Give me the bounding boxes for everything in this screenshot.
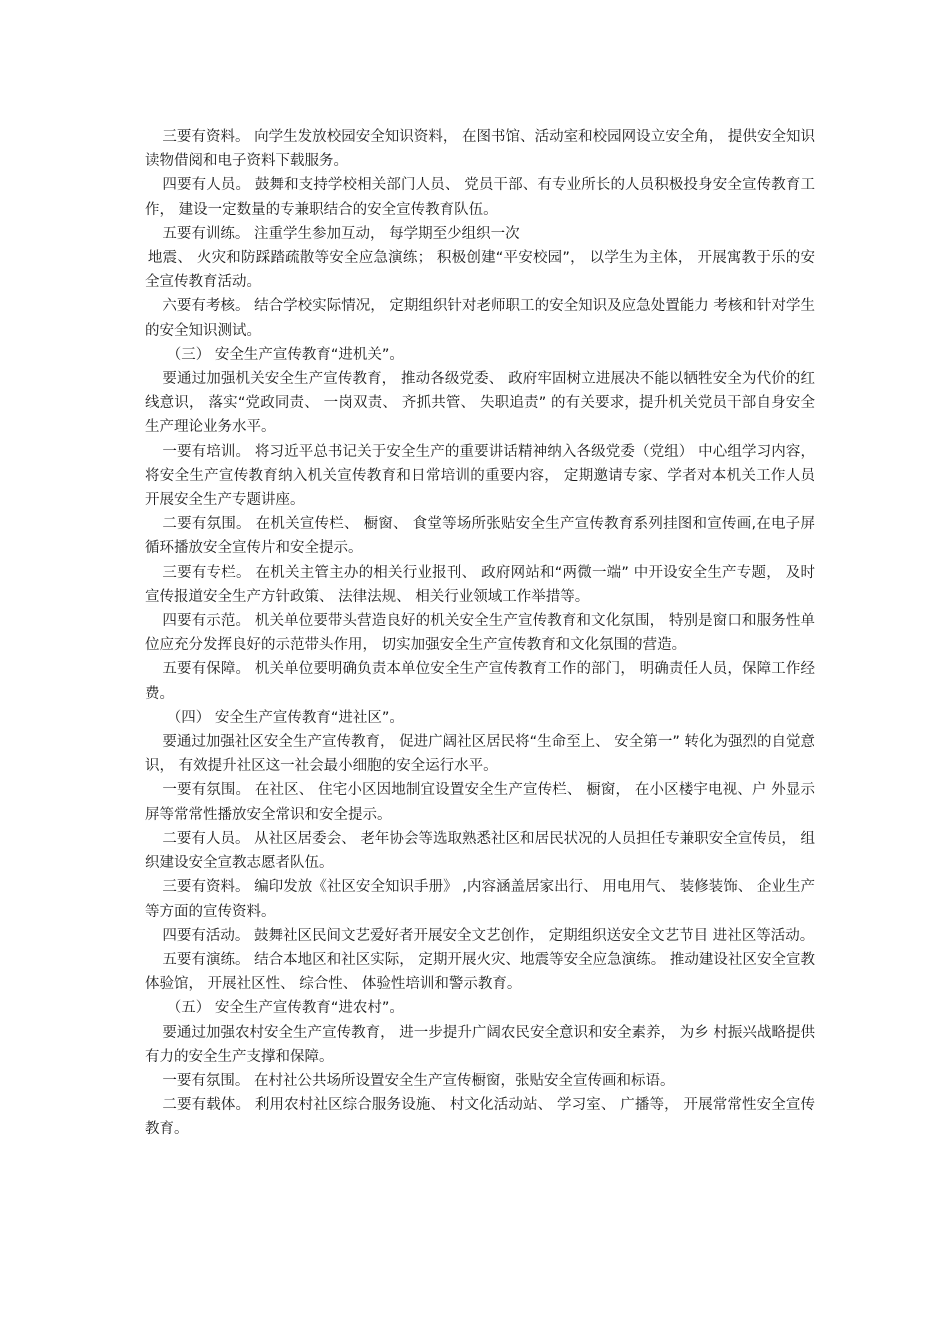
paragraph: 五要有保障。 机关单位要明确负责本单位安全生产宣传教育工作的部门， 明确责任人员，保障工作经费。 bbox=[145, 661, 815, 702]
paragraph: 一要有氛围。 在村社公共场所设置安全生产宣传橱窗，张贴安全宣传画和标语。 bbox=[162, 1072, 675, 1089]
paragraph: 一要有氛围。 在社区、 住宅小区因地制宜设置安全生产宣传栏、 橱窗， 在小区楼宇电视、户 外显示屏等常常性播放安全常识和安全提示。 bbox=[145, 782, 815, 823]
paragraph: 二要有人员。 从社区居委会、 老年协会等选取熟悉社区和居民状况的人员担任专兼职安全宣传员， 组织建设安全宣教志愿者队伍。 bbox=[145, 830, 815, 872]
section-heading: （四） 安全生产宣传教育“进社区”。 bbox=[166, 709, 404, 726]
document-body bbox=[145, 125, 815, 1142]
paragraph: 要通过加强机关安全生产宣传教育， 推动各级党委、 政府牢固树立进展决不能以牺牲安全为代价的红线意识， 落实“党政同责、 一岗双责、 齐抓共管、 失职追责” 的有关要求，提升机关党员干部自身安全生产理论业务水平。 bbox=[145, 371, 815, 436]
paragraph: 三要有资料。 编印发放《社区安全知识手册》 ,内容涵盖居家出行、 用电用气、 装修装饰、 企业生产等方面的宣传资料。 bbox=[145, 879, 815, 920]
paragraph: 五要有训练。 注重学生参加互动， 每学期至少组织一次 bbox=[162, 225, 520, 242]
paragraph: 四要有人员。 鼓舞和支持学校相关部门人员、 党员干部、有专业所长的人员积极投身安全宣传教育工作， 建设一定数量的专兼职结合的安全宣传教育队伍。 bbox=[145, 177, 815, 218]
paragraph: 四要有活动。 鼓舞社区民间文艺爱好者开展安全文艺创作， 定期组织送安全文艺节目 进社区等活动。 bbox=[162, 927, 815, 944]
paragraph: 地震、 火灾和防踩踏疏散等安全应急演练； 积极创建“平安校园”， 以学生为主体， 开展寓教于乐的安全宣传教育活动。 bbox=[145, 250, 815, 291]
paragraph: 四要有示范。 机关单位要带头营造良好的机关安全生产宣传教育和文化氛围， 特别是窗口和服务性单位应充分发挥良好的示范带头作用， 切实加强安全生产宣传教育和文化氛围的营造。 bbox=[145, 613, 815, 654]
paragraph: 三要有专栏。 在机关主管主办的相关行业报刊、 政府网站和“两微一端” 中开设安全生产专题， 及时宣传报道安全生产方针政策、 法律法规、 相关行业领域工作举措等。 bbox=[145, 564, 815, 605]
paragraph: 五要有演练。 结合本地区和社区实际， 定期开展火灾、地震等安全应急演练。 推动建设社区安全宣教体验馆， 开展社区性、 综合性、 体验性培训和警示教育。 bbox=[145, 951, 815, 993]
paragraph: 二要有氛围。 在机关宣传栏、 橱窗、 食堂等场所张贴安全生产宣传教育系列挂图和宣传画,在电子屏循环播放安全宣传片和安全提示。 bbox=[145, 516, 815, 557]
section-heading: （五） 安全生产宣传教育“进农村”。 bbox=[166, 1000, 404, 1017]
paragraph: 要通过加强农村安全生产宣传教育， 进一步提升广阔农民安全意识和安全素养， 为乡 村振兴战略提供有力的安全生产支撑和保障。 bbox=[145, 1024, 815, 1065]
paragraph: 三要有资料。 向学生发放校园安全知识资料， 在图书馆、活动室和校园网设立安全角， 提供安全知识读物借阅和电子资料下载服务。 bbox=[145, 129, 815, 170]
section-heading: （三） 安全生产宣传教育“进机关”。 bbox=[166, 346, 404, 363]
paragraph: 一要有培训。 将习近平总书记关于安全生产的重要讲话精神纳入各级党委（党组） 中心组学习内容， 将安全生产宣传教育纳入机关宣传教育和日常培训的重要内容， 定期邀请专家、学者对本机关工作人员开展安全生产专题讲座。 bbox=[145, 443, 815, 509]
paragraph: 二要有载体。 利用农村社区综合服务设施、 村文化活动站、 学习室、 广播等， 开展常常性安全宣传教育。 bbox=[145, 1097, 815, 1138]
paragraph: 要通过加强社区安全生产宣传教育， 促进广阔社区居民将“生命至上、 安全第一” 转化为强烈的自觉意识， 有效提升社区这一社会最小细胞的安全运行水平。 bbox=[145, 734, 815, 775]
paragraph: 六要有考核。 结合学校实际情况， 定期组织针对老师职工的安全知识及应急处置能力 考核和针对学生的安全知识测试。 bbox=[145, 298, 815, 339]
